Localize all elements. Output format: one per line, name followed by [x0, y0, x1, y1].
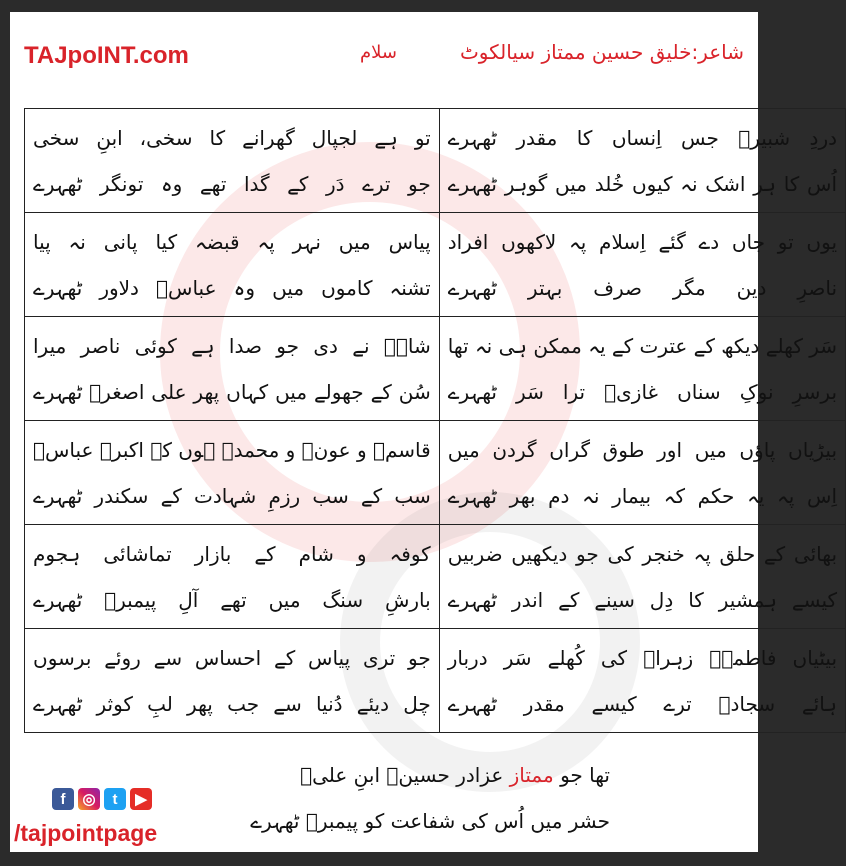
- verse-line: بیڑیاں پاؤں میں اور طوق گراں گردن میں: [447, 437, 838, 462]
- verse-line: پیاس میں نہر پہ قبضہ کیا پانی نہ پیا: [33, 229, 431, 254]
- verse-line: تو ہے لجپال گھرانے کا سخی، ابنِ سخی: [33, 125, 431, 150]
- verse-line: سَر کھلے دیکھ کے عترت کے یہ ممکن ہی نہ تھا: [447, 333, 838, 358]
- verse-line: یوں تو جاں دے گئے اِسلام پہ لاکھوں افراد: [447, 229, 838, 254]
- final-line-1: [210, 752, 610, 798]
- couplet-cell-left: [25, 629, 440, 733]
- final-text: عزادر حسینؑ ابنِ علیؑ: [300, 763, 504, 787]
- stanza-row: [25, 629, 846, 733]
- verse-line: دردِ شبیرؑ جس اِنساں کا مقدر ٹھہرے: [447, 125, 838, 150]
- verse-line: کوفہ و شام کے بازار تماشائی ہجوم: [33, 541, 431, 566]
- verse-line: بارشِ سنگ میں تھے آلِ پیمبرؐ ٹھہرے: [33, 587, 431, 612]
- verse-line: اُس کا ہر اشک نہ کیوں خُلد میں گوہر ٹھہرے: [447, 171, 838, 196]
- lyrics-page: [10, 12, 838, 852]
- couplet-cell-left: [25, 317, 440, 421]
- stanza-row: [25, 317, 846, 421]
- couplet-cell-right: [439, 109, 845, 213]
- couplet-cell-left: [25, 421, 440, 525]
- poet-name: شاعر:خلیق حسین ممتاز سیالکوٹ: [459, 40, 744, 64]
- couplet-cell-left: [25, 213, 440, 317]
- verse-line: بھائی کے حلق پہ خنجر کی جو دیکھیں ضربیں: [447, 541, 838, 566]
- lyrics-table: [24, 108, 846, 733]
- stanza-row: [25, 421, 846, 525]
- couplet-cell-right: [439, 629, 845, 733]
- final-line-2: حشر میں اُس کی شفاعت کو پیمبرؐ ٹھہرے: [250, 809, 610, 833]
- verse-line: سب کے سب رزمِ شہادت کے سکندر ٹھہرے: [33, 483, 431, 508]
- verse-line: چل دیئے دُنیا سے جب پھر لبِ کوثر ٹھہرے: [33, 691, 431, 716]
- verse-line: تشنہ کاموں میں وہ عباسؑ دلاور ٹھہرے: [33, 275, 431, 300]
- verse-line: کیسے ہمشیر کا دِل سینے کے اندر ٹھہرے: [447, 587, 838, 612]
- instagram-icon[interactable]: ◎: [78, 788, 100, 810]
- verse-line: بیٹیاں فاطمہؑ زہراؑ کی کُھلے سَر دربار: [447, 645, 838, 670]
- facebook-icon[interactable]: f: [52, 788, 74, 810]
- stanza-row: [25, 109, 846, 213]
- social-icons: [52, 788, 152, 810]
- verse-line: ناصرِ دین مگر صرف بہتر ٹھہرے: [447, 275, 838, 300]
- verse-line: ہائے سجادؑ ترے کیسے مقدر ٹھہرے: [447, 691, 838, 716]
- verse-line: سُن کے جھولے میں کہاں پھر علی اصغرؑ ٹھہرے: [33, 379, 431, 404]
- stanza-row: [25, 525, 846, 629]
- final-text: تھا جو: [560, 763, 610, 787]
- verse-line: جو ترے دَر کے گدا تھے وہ تونگر ٹھہرے: [33, 171, 431, 196]
- twitter-icon[interactable]: t: [104, 788, 126, 810]
- verse-line: جو تری پیاس کے احساس سے روئے برسوں: [33, 645, 431, 670]
- couplet-cell-right: [439, 421, 845, 525]
- couplet-cell-left: [25, 525, 440, 629]
- final-couplet: [210, 752, 610, 844]
- site-name: TAJpoINT.com: [24, 42, 189, 69]
- couplet-cell-right: [439, 213, 845, 317]
- social-handle: /tajpointpage: [14, 820, 158, 846]
- verse-line: قاسمؑ و عونؑ و محمدؑ ہوں کہ اکبرؑ عباسؑ: [33, 437, 431, 462]
- poet-pen-name: ممتاز: [509, 763, 554, 787]
- couplet-cell-left: [25, 109, 440, 213]
- verse-line: برسرِ نوکِ سناں غازیؑ ترا سَر ٹھہرے: [447, 379, 838, 404]
- page-title: سلام: [360, 42, 397, 63]
- stanza-row: [25, 213, 846, 317]
- couplet-cell-right: [439, 317, 845, 421]
- verse-line: شاہؑ نے دی جو صدا ہے کوئی ناصر میرا: [33, 333, 431, 358]
- verse-line: اِس پہ یہ حکم کہ بیمار نہ دم بھر ٹھہرے: [447, 483, 838, 508]
- couplet-cell-right: [439, 525, 845, 629]
- youtube-icon[interactable]: ▶: [130, 788, 152, 810]
